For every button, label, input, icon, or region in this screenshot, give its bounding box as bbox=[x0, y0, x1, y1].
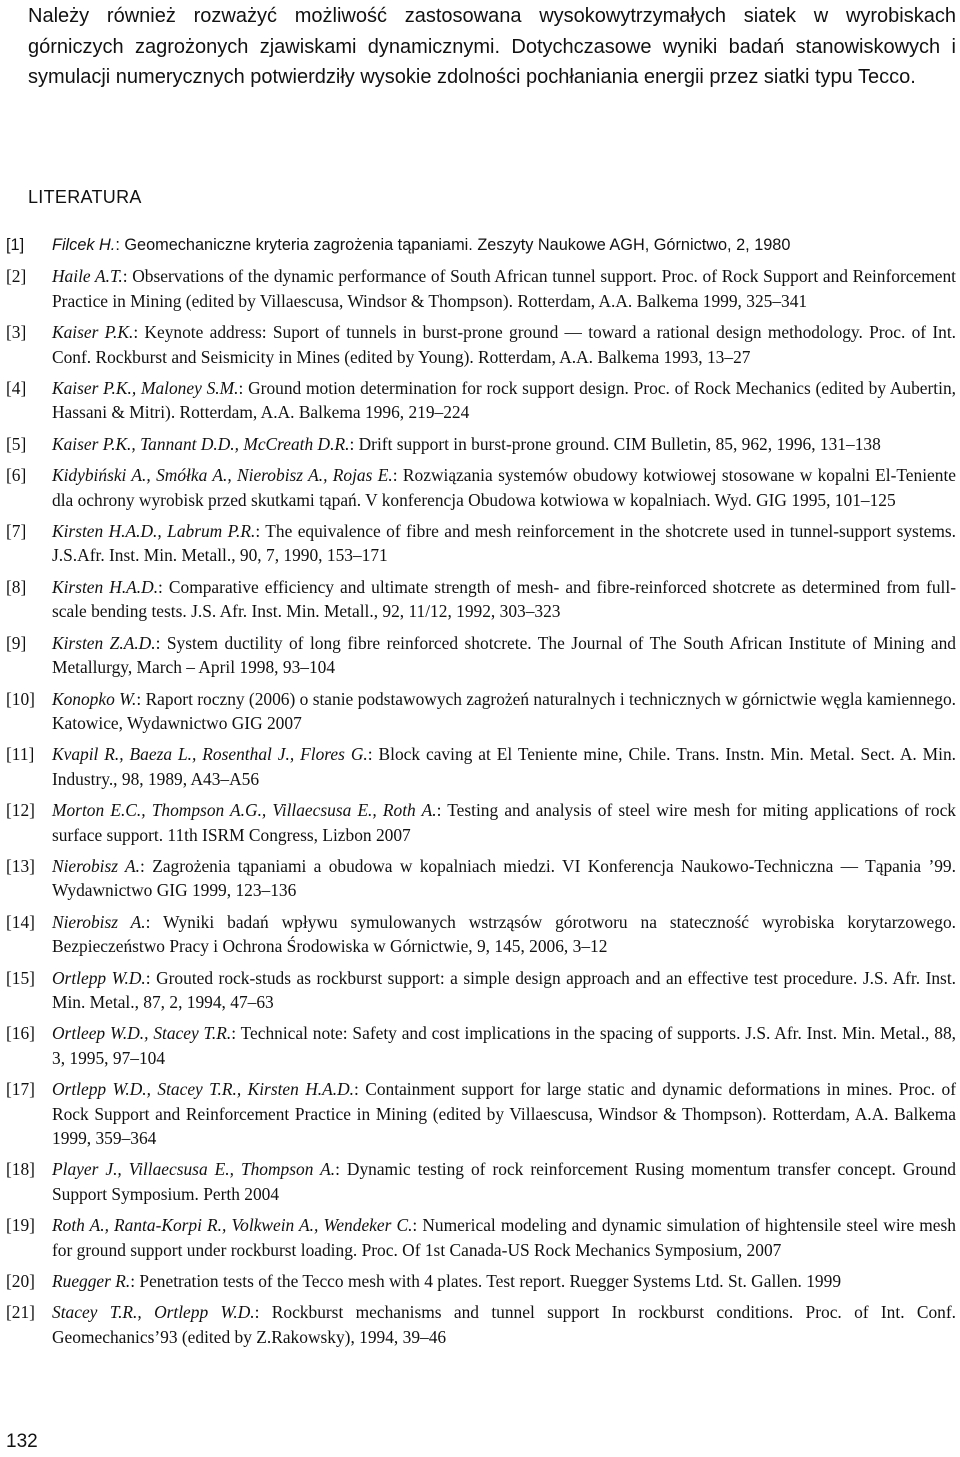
reference-text: : Dynamic testing of rock reinforcement Rusing momentum transfer concept. Ground Support Symposium. Perth 2004 bbox=[52, 1159, 956, 1204]
reference-number: [14] bbox=[6, 911, 35, 932]
reference-authors: Ortlepp W.D., Stacey T.R., Kirsten H.A.D. bbox=[52, 1079, 355, 1100]
reference-item bbox=[6, 1077, 956, 1150]
reference-item bbox=[6, 463, 956, 512]
reference-text: : Rozwiązania systemów obudowy kotwiowej stosowane w kopalni El-Teniente dla ochrony wyrobisk przed skutkami tąpań. V konferencja Obudowa kotwiowa w kopalniach. Wyd. GIG 1995, 101–125 bbox=[52, 465, 957, 510]
reference-number: [7] bbox=[6, 521, 27, 542]
reference-number: [19] bbox=[6, 1215, 35, 1236]
reference-text: : Testing and analysis of steel wire mesh for miting applications of rock surface support. 11th ISRM Congress, Lizbon 2007 bbox=[52, 800, 956, 845]
reference-number: [10] bbox=[6, 688, 35, 709]
reference-text: : Block caving at El Teniente mine, Chile. Trans. Instn. Min. Metal. Sect. A. Min. Industry., 98, 1989, A43–A56 bbox=[52, 744, 956, 789]
reference-text: : Wyniki badań wpływu symulowanych wstrząsów górotworu na stateczność wyrobiska korytarzowego. Bezpieczeństwo Pracy i Ochrona Środowiska w Górnictwie, 9, 145, 2006, 3–12 bbox=[52, 911, 956, 957]
reference-authors: Nierobisz A. bbox=[52, 855, 141, 876]
reference-item bbox=[6, 432, 956, 456]
reference-item bbox=[6, 575, 956, 624]
reference-number: [1] bbox=[6, 236, 25, 254]
reference-authors: Kirsten H.A.D. bbox=[52, 576, 159, 597]
reference-item bbox=[6, 798, 956, 847]
reference-item bbox=[6, 233, 956, 257]
reference-text: : Raport roczny (2006) o stanie podstawowych zagrożeń naturalnych i technicznych w górnictwie węgla kamiennego. Katowice, Wydawnictwo GIG 2007 bbox=[52, 688, 956, 733]
reference-number: [21] bbox=[6, 1302, 35, 1323]
reference-text: : Penetration tests of the Tecco mesh with 4 plates. Test report. Ruegger Systems Ltd. St. Gallen. 1999 bbox=[130, 1271, 842, 1292]
reference-authors: Roth A., Ranta-Korpi R., Volkwein A., Wendeker C. bbox=[52, 1215, 413, 1236]
reference-number: [16] bbox=[6, 1023, 35, 1044]
reference-item bbox=[6, 519, 956, 568]
reference-authors: Kirsten Z.A.D. bbox=[52, 632, 156, 653]
references-heading: LITERATURA bbox=[28, 187, 142, 207]
reference-text: : System ductility of long fibre reinforced shotcrete. The Journal of The South African Institute of Mining and Metallurgy, March – April 1998, 93–104 bbox=[52, 632, 956, 678]
reference-item bbox=[6, 854, 956, 903]
reference-authors: Kirsten H.A.D., Labrum P.R. bbox=[52, 521, 256, 542]
intro-paragraph: Należy również rozważyć możliwość zastosowana wysokowytrzymałych siatek w wyrobiskach górniczych zagrożonych zjawiskami dynamicznymi. Dotychczasowe wyniki badań stanowiskowych i symulacji numerycznych potwierdziły wysokie zdolności pochłaniania energii przez siatki typu Tecco. bbox=[28, 5, 956, 88]
reference-text: : Zagrożenia tąpaniami a obudowa w kopalniach miedzi. VI Konferencja Naukowo-Techniczna — Tąpania ’99. Wydawnictwo GIG 1999, 123–136 bbox=[52, 855, 956, 901]
reference-text: : Comparative efficiency and ultimate strength of mesh- and fibre-reinforced shotcrete as determined from full-scale bending tests. J.S. Afr. Inst. Min. Metall., 92, 11/12, 1992, 303–323 bbox=[52, 576, 956, 622]
reference-item bbox=[6, 376, 956, 425]
reference-text: : Grouted rock-studs as rockburst support: a simple design approach and an effective test procedure. J.S. Afr. Inst. Min. Metal., 87, 2, 1994, 47–63 bbox=[52, 967, 956, 1012]
reference-item bbox=[6, 1157, 956, 1206]
reference-item bbox=[6, 1269, 956, 1293]
reference-authors: Kidybiński A., Smółka A., Nierobisz A., Rojas E. bbox=[52, 465, 393, 486]
reference-text: : Containment support for large static and dynamic deformations in mines. Proc. of Rock Support and Reinforcement Practice in Mining (edited by Villaescusa, Windsor & Thompson). Rotterdam, A.A. Balkema 1999, 359–364 bbox=[52, 1079, 956, 1148]
reference-authors: Kaiser P.K., Maloney S.M. bbox=[52, 378, 239, 399]
reference-authors: Kaiser P.K., Tannant D.D., McCreath D.R. bbox=[52, 433, 350, 454]
reference-authors: Ruegger R. bbox=[52, 1271, 131, 1292]
reference-number: [13] bbox=[6, 855, 35, 876]
reference-item bbox=[6, 1213, 956, 1262]
reference-list bbox=[6, 233, 956, 1356]
reference-item bbox=[6, 742, 956, 791]
reference-authors: Kvapil R., Baeza L., Rosenthal J., Flores G. bbox=[52, 744, 368, 765]
reference-text: : The equivalence of fibre and mesh reinforcement in the shotcrete used in tunnel-support systems. J.S.Afr. Inst. Min. Metall., 90, 7, 1990, 153–171 bbox=[52, 521, 957, 566]
reference-item bbox=[6, 1300, 956, 1349]
reference-authors: Player J., Villaecsusa E., Thompson A. bbox=[52, 1159, 336, 1180]
reference-authors: Stacey T.R., Ortlepp W.D. bbox=[52, 1302, 255, 1323]
reference-number: [4] bbox=[6, 378, 27, 399]
reference-number: [5] bbox=[6, 433, 27, 454]
reference-number: [12] bbox=[6, 800, 35, 821]
reference-number: [6] bbox=[6, 465, 27, 486]
reference-item bbox=[6, 320, 956, 369]
reference-item bbox=[6, 910, 956, 959]
reference-item bbox=[6, 687, 956, 736]
reference-authors: Kaiser P.K. bbox=[52, 322, 134, 343]
reference-authors: Filcek H. bbox=[52, 236, 116, 254]
reference-item bbox=[6, 966, 956, 1015]
reference-authors: Ortleep W.D., Stacey T.R. bbox=[52, 1023, 232, 1044]
reference-number: [15] bbox=[6, 967, 35, 988]
reference-number: [18] bbox=[6, 1159, 35, 1180]
reference-authors: Haile A.T. bbox=[52, 266, 123, 287]
reference-number: [20] bbox=[6, 1271, 35, 1292]
reference-item bbox=[6, 264, 956, 313]
reference-authors: Nierobisz A. bbox=[52, 911, 146, 932]
reference-text: : Keynote address: Suport of tunnels in burst-prone ground — toward a rational design methodology. Proc. of Int. Conf. Rockburst and Seismicity in Mines (edited by Young). Rotterdam, A.A. Balkema 1993, 13–27 bbox=[52, 322, 956, 367]
reference-authors: Morton E.C., Thompson A.G., Villaecsusa E., Roth A. bbox=[52, 800, 437, 821]
reference-number: [8] bbox=[6, 576, 27, 597]
reference-number: [2] bbox=[6, 266, 27, 287]
reference-text: : Ground motion determination for rock support design. Proc. of Rock Mechanics (edited by Aubertin, Hassani & Mitri). Rotterdam, A.A. Balkema 1996, 219–224 bbox=[52, 378, 957, 423]
reference-authors: Ortlepp W.D. bbox=[52, 967, 146, 988]
reference-item bbox=[6, 631, 956, 680]
page-number: 132 bbox=[6, 1431, 38, 1452]
reference-text: : Numerical modeling and dynamic simulation of hightensile steel wire mesh for ground support under rockburst loading. Proc. Of 1st Canada-US Rock Mechanics Symposium, 2007 bbox=[52, 1215, 956, 1260]
reference-item bbox=[6, 1021, 956, 1070]
reference-number: [17] bbox=[6, 1079, 35, 1100]
reference-text: : Rockburst mechanisms and tunnel support In rockburst conditions. Proc. of Int. Conf. Geomechanics’93 (edited by Z.Rakowsky), 1994, 39–46 bbox=[52, 1302, 956, 1347]
reference-text: : Drift support in burst-prone ground. CIM Bulletin, 85, 962, 1996, 131–138 bbox=[349, 433, 881, 454]
reference-number: [3] bbox=[6, 322, 27, 343]
reference-number: [11] bbox=[6, 744, 35, 765]
reference-text: : Observations of the dynamic performance of South African tunnel support. Proc. of Rock Support and Reinforcement Practice in Mining (edited by Villaescusa, Windsor & Thompson). Rotterdam, A.A. Balkema 1999, 325–341 bbox=[52, 266, 956, 311]
reference-text: : Technical note: Safety and cost implications in the spacing of supports. J.S. Afr. Inst. Min. Metal., 88, 3, 1995, 97–104 bbox=[52, 1023, 956, 1068]
reference-authors: Konopko W. bbox=[52, 688, 137, 709]
reference-text: : Geomechaniczne kryteria zagrożenia tąpaniami. Zeszyty Naukowe AGH, Górnictwo, 2, 1980 bbox=[115, 236, 791, 254]
reference-number: [9] bbox=[6, 632, 27, 653]
